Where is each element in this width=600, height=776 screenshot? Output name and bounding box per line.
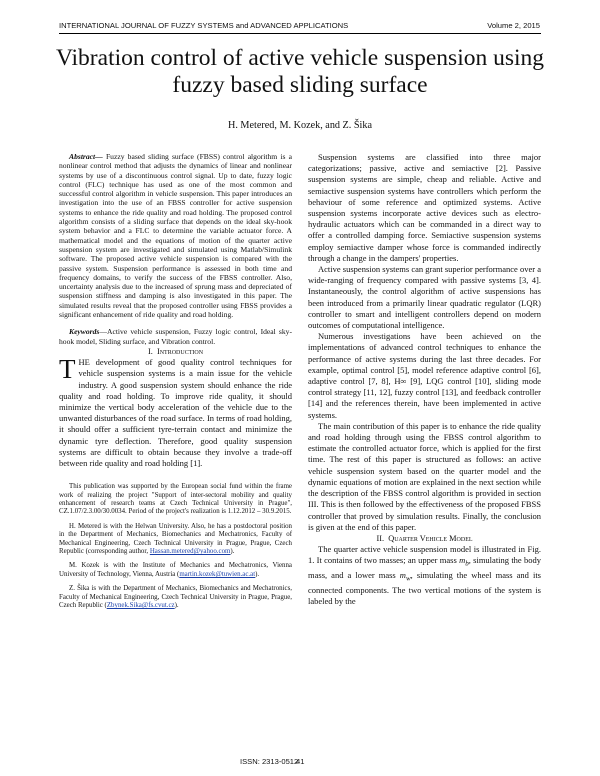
paragraph-active-performance: Active suspension systems can grant superior performance over a wide-ranging of frequency compared with passive systems [3, 4]. Instantaneously, the control algorithm of active suspensions has been introduced from a primarily linear quadratic regulator (LQR) controller to smart and intelligent controllers depend on modern outcomes of computational intelligence. [308,264,541,331]
kozek-note [59,562,292,579]
section-heading-quarter-model [308,533,541,544]
section1-number: I. [147,346,153,356]
metered-note [59,523,292,557]
mass-wheel-sub: w [405,574,411,583]
abstract [59,152,292,319]
dropcap: T [59,354,76,385]
footer-page-number: 41 [296,757,305,766]
paragraph-investigations: Numerous investigations have been achieved on the implementations of advanced control techniques to enhance the performance of active systems during the last three decades. For example, optimal control [5], model reference adaptive control [6], adaptive control [7, 8], H∞ [9], LQG control [10], sliding mode control strategy [11, 12], fuzzy control [13], and feedback controller [14] and the references therein, have been implemented in active systems. [308,331,541,420]
section1-title: Introduction [156,346,204,356]
mass-body-symbol [459,555,469,568]
paper-title: Vibration control of active vehicle suspension using fuzzy based sliding surface [55,45,545,98]
kozek-note-end: ). [255,570,260,578]
kozek-note-text: M. Kozek is with the Institute of Mechanics and Mechatronics, Vienna University of Technology, Vienna, Austria ( [59,562,292,578]
paper-authors: H. Metered, M. Kozek, and Z. Šika [227,120,372,131]
keywords-dash: — [99,327,107,337]
abstract-text: Fuzzy based sliding surface (FBSS) control algorithm is a nonlinear control method that adjusts the dynamics of linear and nonlinear systems by use of a discontinuous control signal. Up to date, fuzzy logic control (FLC) technique has used as one of the most common and successful control algorithm in vehicle suspension. This paper introduces an investigation into the use of an FBSS controller for active suspension systems to enhance the ride quality and road holding. The proposed control algorithm consists of a sliding surface that depends on the ideal sky-hook system behavior and a FLC to determine the variable actuator force. A mathematical model and the equations of motion of the quarter active suspension system are investigated and simulated using Matlab/Simulink software. The proposed active vehicle suspension is compared with the passive system. Suspension performance is assessed in both time and frequency domains, to verify the success of the FBSS controller. Also, uncertainty analysis due to the increased of sprung mass and depreciated of suspension stiffness and damping is also investigated in this paper. The simulated results reveal that the proposed controller using FBSS provides a significant enhancement of ride quality and road holding. [59,152,292,320]
section2-title: Quarter Vehicle Model [388,533,473,543]
mass-body-m: m [459,555,466,566]
mass-wheel-m: m [399,570,406,581]
intro-paragraph [59,354,292,469]
abstract-dash: — [95,152,106,161]
mass-body-sub: b [465,560,469,568]
quarter-model-text-b: , simulating the body mass, and a lower mass [308,555,541,581]
quarter-model-text-a: The quarter active vehicle suspension model is illustrated in Fig. 1. It contains of two masses; an upper mass [308,544,541,566]
section-heading-introduction [59,346,292,357]
kozek-email-link[interactable]: martin.kozek@tuwien.ac.at [179,570,256,578]
metered-email-link[interactable]: Hassan.metered@yahoo.com [149,548,231,556]
sika-note-text: Z. Šika is with the Department of Mechanics, Biomechanics and Mechatronics, Faculty of Mechanical Engineering, Czech Technical University in Prague, Prague, Czech Republic ( [59,585,292,610]
metered-note-text: H. Metered is with the Helwan University. Also, he has a postdoctoral position in the Department of Mechanics, Biomechanics and Mechatronics, Faculty of Mechanical Engineering, Czech Technical University in Prague, Prague, Czech Republic (corresponding author, [59,522,292,556]
footer-issn: ISSN: 2313-0512 [240,757,299,766]
paragraph-quarter-model [308,544,541,607]
mass-wheel-symbol [399,570,411,583]
footnotes [59,483,292,610]
sika-note [59,585,292,610]
keywords-label: Keywords [69,327,100,337]
sika-note-end: ). [174,602,179,610]
abstract-label: Abstract [69,152,96,161]
quarter-model-text-c: , simulating the wheel mass and its connected components. The two vertical motions of the system is labeled by the [308,570,541,607]
metered-note-end: ). [230,548,235,556]
volume-header: Volume 2, 2015 [487,21,540,30]
sika-email-link[interactable]: Zbynek.Sika@fs.cvut.cz [106,602,175,610]
section2-number: II. [376,533,385,543]
header-rule [59,33,541,34]
paragraph-contribution: The main contribution of this paper is to enhance the ride quality and road holding through using the FBSS control algorithm to estimate the controlled actuator force, which is applied for the first time. The rest of this paper is structured as follows: an active vehicle suspension system based on the quarter model and the dynamic equations of motion are explained in the next section while the description of the FBSS control algorithm is provided in section III. This is then followed by the effectiveness of the proposed FBSS controller that proved by simulation results. Finally, the conclusion is given at the end of this paper. [308,420,541,532]
right-column [308,152,541,608]
intro-text: HE development of good quality control techniques for vehicle suspension systems is a main issue for the vehicle industry. A good suspension system should enhance the ride quality and road holding. To improve ride quality, it should minimize the vertical body acceleration of the vehicle due to the unwanted disturbances of the road surface. In terms of road holding, it should offer a sufficient tyre-terrain contact and minimize the dynamic tyre deflection. Therefore, good quality suspension systems are difficult to obtain because they involve a trade-off between ride quality and road holding [1]. [59,357,292,468]
journal-header: INTERNATIONAL JOURNAL OF FUZZY SYSTEMS and ADVANCED APPLICATIONS [59,21,349,30]
paragraph-suspension-classes: Suspension systems are classified into three major categorizations; passive, active and semiactive [2]. Passive suspension systems are simple, cheap and reliable. Active and semiactive suspension systems have controllers which perform the behaviour of some reference and optimized systems. Active suspension systems incorporate active devices such as electro-hydraulic actuators which can be commanded in a direct way to offer a controlled damping force. Semiactive suspension systems employ semiactive damper whose force is commanded indirectly through a change in the dampers' properties. [308,152,541,263]
keywords [59,327,292,346]
left-column [59,152,292,616]
keywords-text: Active vehicle suspension, Fuzzy logic control, Ideal sky-hook model, Sliding surface, and Vibration control. [59,327,292,346]
funding-note: This publication was supported by the European social fund within the frame work of realizing the project "Support of inter-sectoral mobility and quality enhancement of research teams at Czech Technical University in Prague", CZ.1.07/2.3.00/30.0034. Period of the project's realization is 1.12.2012 – 30.9.2015. [59,483,292,516]
